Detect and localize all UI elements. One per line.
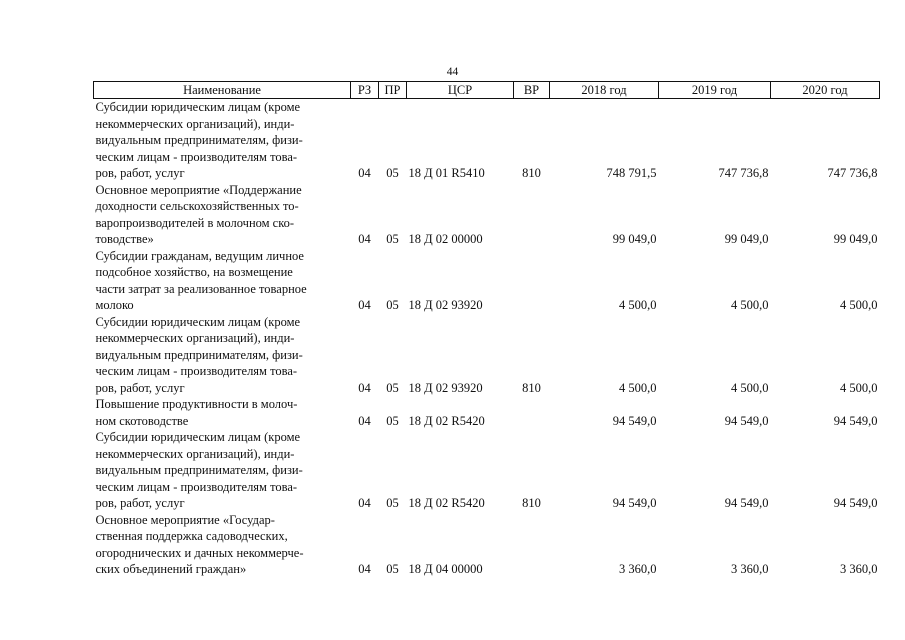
cell-2018: 3 360,0 bbox=[619, 562, 657, 576]
cell-csr: 18 Д 01 R5410 bbox=[408, 166, 485, 180]
cell-name bbox=[94, 512, 351, 578]
name-line: молоко bbox=[95, 298, 134, 312]
cell-2018: 94 549,0 bbox=[612, 496, 657, 510]
name-line: ческим лицам - производителям това- bbox=[95, 364, 298, 378]
header-name: Наименование bbox=[94, 82, 351, 99]
cell-2020: 99 049,0 bbox=[833, 232, 878, 246]
header-year-2020: 2020 год bbox=[771, 82, 880, 99]
cell-pr: 05 bbox=[386, 298, 399, 312]
cell-vr bbox=[514, 396, 550, 429]
cell-2019: 4 500,0 bbox=[731, 298, 769, 312]
cell-vr: 810 bbox=[522, 380, 541, 395]
cell-2019: 4 500,0 bbox=[731, 380, 769, 395]
page-number: 44 bbox=[446, 66, 459, 78]
name-line: некоммерческих организаций), инди- bbox=[95, 116, 295, 131]
header-csr: ЦСР bbox=[407, 82, 514, 99]
name-line: Основное мероприятие «Поддержание bbox=[95, 182, 302, 197]
cell-vr bbox=[514, 512, 550, 578]
header-rz: РЗ bbox=[351, 82, 379, 99]
table-row bbox=[94, 512, 880, 578]
name-line: видуальным предпринимателям, физи- bbox=[95, 133, 303, 147]
name-line: ственная поддержка садоводческих, bbox=[95, 529, 288, 543]
cell-2019: 747 736,8 bbox=[718, 166, 769, 180]
cell-rz: 04 bbox=[358, 496, 371, 510]
table-row bbox=[94, 182, 880, 248]
cell-2018: 94 549,0 bbox=[612, 413, 657, 428]
header-year-2019: 2019 год bbox=[659, 82, 771, 99]
name-line: некоммерческих организаций), инди- bbox=[95, 446, 295, 461]
name-line: части затрат за реализованное товарное bbox=[95, 281, 307, 296]
cell-2019: 94 549,0 bbox=[724, 496, 769, 510]
budget-table bbox=[93, 81, 880, 578]
name-line: подсобное хозяйство, на возмещение bbox=[95, 265, 293, 279]
cell-csr: 18 Д 02 R5420 bbox=[408, 496, 485, 510]
cell-csr: 18 Д 02 93920 bbox=[408, 298, 483, 312]
name-line: ров, работ, услуг bbox=[95, 380, 185, 395]
cell-rz: 04 bbox=[358, 298, 371, 312]
name-line: ческим лицам - производителям това- bbox=[95, 479, 298, 494]
cell-2019: 3 360,0 bbox=[731, 562, 769, 576]
cell-2019: 94 549,0 bbox=[724, 413, 769, 428]
cell-2018: 748 791,5 bbox=[606, 166, 657, 180]
cell-rz: 04 bbox=[358, 562, 371, 576]
cell-name bbox=[94, 429, 351, 512]
cell-name bbox=[94, 396, 351, 429]
table-header-row bbox=[94, 82, 880, 99]
table-row bbox=[94, 314, 880, 397]
cell-csr: 18 Д 02 R5420 bbox=[408, 413, 485, 428]
table-row bbox=[94, 396, 880, 429]
name-line: ров, работ, услуг bbox=[95, 496, 185, 510]
cell-rz: 04 bbox=[358, 380, 371, 395]
cell-2020: 94 549,0 bbox=[833, 413, 878, 428]
name-line: варопроизводителей в молочном ско- bbox=[95, 215, 295, 230]
cell-pr: 05 bbox=[386, 232, 399, 246]
name-line: ческим лицам - производителям това- bbox=[95, 149, 298, 164]
name-line: видуальным предпринимателям, физи- bbox=[95, 463, 303, 477]
name-line: видуальным предпринимателям, физи- bbox=[95, 347, 303, 362]
cell-name bbox=[94, 248, 351, 314]
cell-vr: 810 bbox=[522, 496, 541, 510]
name-line: товодстве» bbox=[95, 232, 154, 246]
name-line: Субсидии юридическим лицам (кроме bbox=[95, 314, 301, 329]
name-line: ских объединений граждан» bbox=[95, 562, 247, 576]
table-row bbox=[94, 429, 880, 512]
cell-csr: 18 Д 02 00000 bbox=[408, 232, 483, 246]
name-line: некоммерческих организаций), инди- bbox=[95, 331, 295, 345]
cell-pr: 05 bbox=[386, 380, 399, 395]
name-line: огороднических и дачных некоммерче- bbox=[95, 545, 304, 560]
cell-2020: 4 500,0 bbox=[840, 380, 878, 395]
cell-2020: 3 360,0 bbox=[840, 562, 878, 576]
name-line: ров, работ, услуг bbox=[95, 166, 185, 180]
name-line: Субсидии гражданам, ведущим личное bbox=[95, 248, 304, 263]
cell-2020: 4 500,0 bbox=[840, 298, 878, 312]
cell-rz: 04 bbox=[358, 413, 371, 428]
cell-vr bbox=[514, 248, 550, 314]
header-pr: ПР bbox=[379, 82, 407, 99]
cell-vr: 810 bbox=[522, 166, 541, 180]
cell-name bbox=[94, 314, 351, 397]
cell-2018: 4 500,0 bbox=[619, 298, 657, 312]
cell-rz: 04 bbox=[358, 166, 371, 180]
name-line: Повышение продуктивности в молоч- bbox=[95, 397, 298, 411]
cell-2019: 99 049,0 bbox=[724, 232, 769, 246]
cell-2020: 747 736,8 bbox=[827, 166, 878, 180]
cell-pr: 05 bbox=[386, 562, 399, 576]
cell-2020: 94 549,0 bbox=[833, 496, 878, 510]
cell-2018: 4 500,0 bbox=[619, 380, 657, 395]
name-line: Субсидии юридическим лицам (кроме bbox=[95, 430, 301, 444]
cell-name bbox=[94, 99, 351, 182]
table-body bbox=[94, 99, 880, 578]
name-line: доходности сельскохозяйственных то- bbox=[95, 199, 299, 213]
table-row bbox=[94, 99, 880, 182]
cell-2018: 99 049,0 bbox=[612, 232, 657, 246]
cell-pr: 05 bbox=[386, 413, 399, 428]
cell-csr: 18 Д 04 00000 bbox=[408, 562, 483, 576]
header-vr: ВР bbox=[514, 82, 550, 99]
cell-rz: 04 bbox=[358, 232, 371, 246]
name-line: Основное мероприятие «Государ- bbox=[95, 512, 275, 527]
cell-csr: 18 Д 02 93920 bbox=[408, 380, 483, 395]
cell-pr: 05 bbox=[386, 166, 399, 180]
cell-vr bbox=[514, 182, 550, 248]
cell-name bbox=[94, 182, 351, 248]
header-year-2018: 2018 год bbox=[550, 82, 659, 99]
cell-pr: 05 bbox=[386, 496, 399, 510]
name-line: ном скотоводстве bbox=[95, 413, 189, 428]
name-line: Субсидии юридическим лицам (кроме bbox=[95, 100, 301, 114]
table-row bbox=[94, 248, 880, 314]
